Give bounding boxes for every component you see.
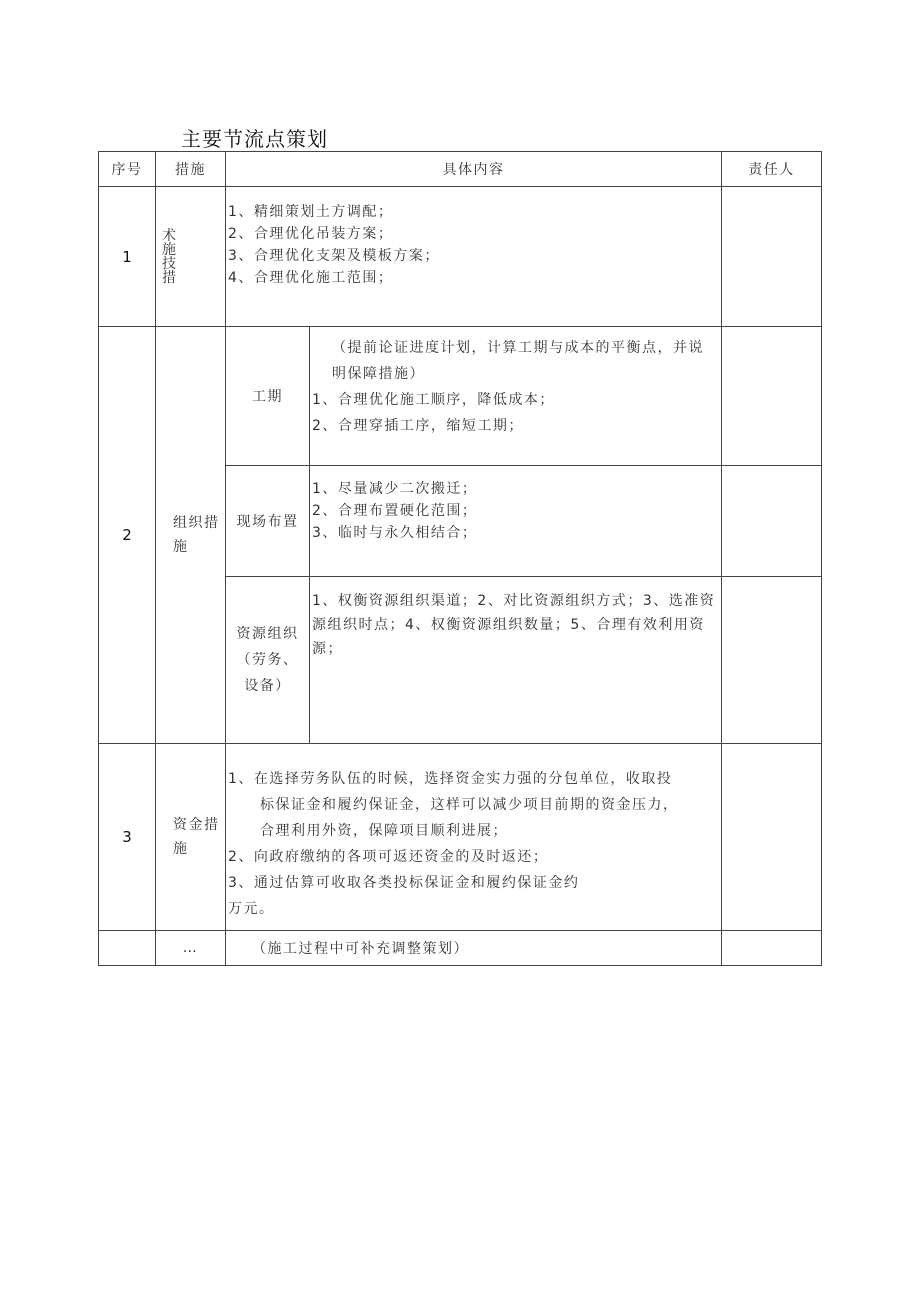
content-line: 2、合理布置硬化范围； xyxy=(312,503,478,519)
content-line: 1、在选择劳务队伍的时候，选择资金实力强的分包单位，收取投 xyxy=(228,771,673,787)
row-owner xyxy=(722,327,822,466)
content-line: （提前论证进度计划，计算工期与成本的平衡点，并说明保障措施） xyxy=(332,340,704,382)
table-row xyxy=(99,187,822,327)
content-line: 2、合理优化吊装方案； xyxy=(228,226,394,242)
row-measure: 资金措施 xyxy=(156,744,226,931)
row-owner xyxy=(722,931,822,966)
row-owner xyxy=(722,187,822,327)
header-measure: 措施 xyxy=(156,152,226,187)
content-line: 标保证金和履约保证金，这样可以减少项目前期的资金压力， xyxy=(260,797,679,813)
table-row xyxy=(99,931,822,966)
row-content: （施工过程中可补充调整策划） xyxy=(226,931,722,966)
row-content xyxy=(226,187,722,327)
row-content xyxy=(226,744,722,931)
content-line: 1、权衡资源组织渠道；2、对比资源组织方式；3、选准资源组织时点；4、权衡资源组织数量；5、合理有效利用资源； xyxy=(312,593,716,657)
content-line: 合理利用外资，保障项目顺利进展； xyxy=(260,823,508,839)
header-owner: 责任人 xyxy=(722,152,822,187)
sub-content-resources xyxy=(310,577,722,744)
document-title: 主要节流点策划 xyxy=(181,127,328,151)
row-seq xyxy=(99,931,156,966)
header-seq: 序号 xyxy=(99,152,156,187)
content-line: 1、尽量减少二次搬迁； xyxy=(312,481,478,497)
row-seq: 3 xyxy=(99,744,156,931)
measure-char: 术 xyxy=(162,227,178,244)
measure-char: 措 xyxy=(162,269,178,286)
row-owner xyxy=(722,577,822,744)
sub-content-schedule xyxy=(310,327,722,466)
content-line: 3、合理优化支架及模板方案； xyxy=(228,248,440,264)
content-line: 4、合理优化施工范围； xyxy=(228,270,394,286)
row-owner xyxy=(722,466,822,577)
row-measure xyxy=(156,187,226,327)
table-row xyxy=(99,327,822,466)
header-content: 具体内容 xyxy=(226,152,722,187)
content-line: 2、合理穿插工序，缩短工期； xyxy=(312,418,524,434)
sub-label-schedule: 工期 xyxy=(226,327,310,466)
row-owner xyxy=(722,744,822,931)
content-line: 2、向政府缴纳的各项可返还资金的及时返还； xyxy=(228,849,549,865)
sub-content-site-layout xyxy=(310,466,722,577)
row-measure: … xyxy=(156,931,226,966)
table-row xyxy=(99,744,822,931)
sub-label-site-layout: 现场布置 xyxy=(226,466,310,577)
measure-char: 技 xyxy=(162,255,178,272)
content-line: 1、合理优化施工顺序，降低成本； xyxy=(312,392,555,408)
content-line: 1、精细策划土方调配； xyxy=(228,204,394,220)
content-line: 万元。 xyxy=(228,901,275,917)
row-seq: 1 xyxy=(99,187,156,327)
row-seq: 2 xyxy=(99,327,156,744)
plan-table xyxy=(98,151,822,966)
row-measure: 组织措施 xyxy=(156,327,226,744)
table-header-row xyxy=(99,152,822,187)
measure-char: 施 xyxy=(162,241,178,258)
content-line: 3、通过估算可收取各类投标保证金和履约保证金约 xyxy=(228,875,580,891)
content-line: 3、临时与永久相结合； xyxy=(312,525,478,541)
sub-label-resources: 资源组织（劳务、设备） xyxy=(226,577,310,744)
